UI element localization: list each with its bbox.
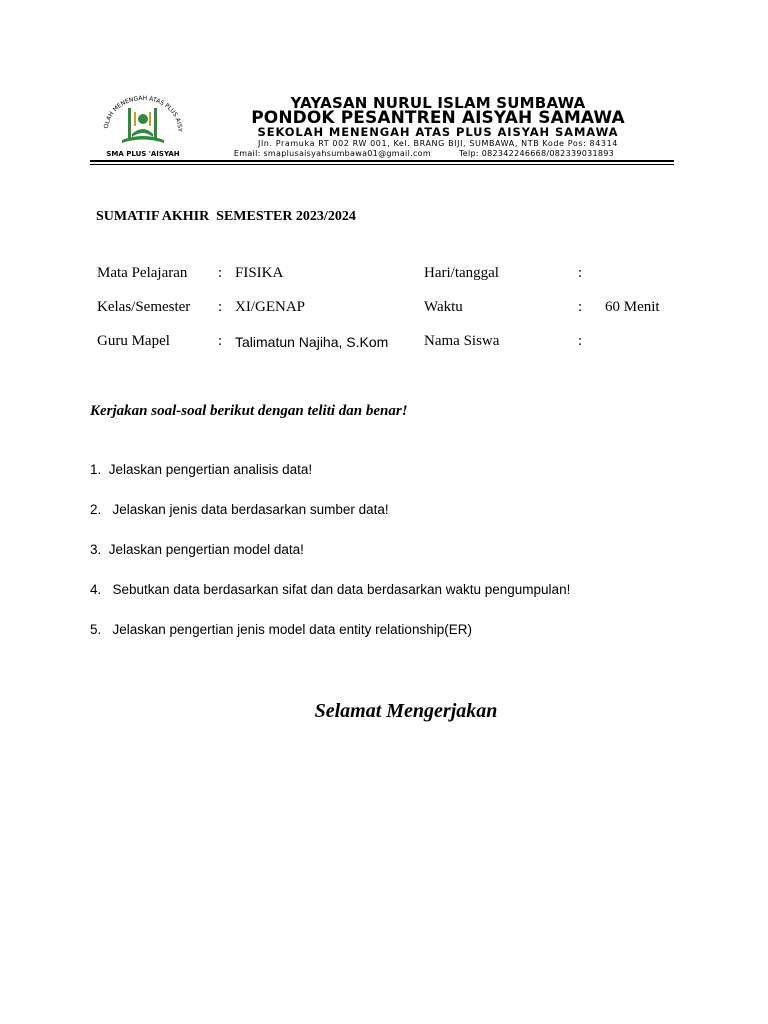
question-4: 4. Sebutkan data berdasarkan sifat dan data berdasarkan waktu pengumpulan! xyxy=(90,582,571,597)
school-address: Jln. Pramuka RT 002 RW 001, Kel. BRANG BIJI, SUMBAWA, NTB Kode Pos: 84314 xyxy=(258,139,618,148)
question-5: 5. Jelaskan pengertian jenis model data entity relationship(ER) xyxy=(90,622,472,637)
school-logo-emblem xyxy=(98,94,188,158)
school-phone: Telp: 082342246668/082339031893 xyxy=(458,149,615,158)
school-name: SEKOLAH MENENGAH ATAS PLUS AISYAH SAMAWA xyxy=(257,125,619,139)
class-label: Kelas/Semester xyxy=(97,299,191,315)
teacher-label: Guru Mapel xyxy=(97,333,170,349)
teacher-value: Talimatun Najiha, S.Kom xyxy=(235,334,389,350)
exam-title: SUMATIF AKHIR SEMESTER 2023/2024 xyxy=(96,209,356,224)
letterhead-divider xyxy=(90,160,674,162)
subject-separator: : xyxy=(218,265,223,281)
class-separator: : xyxy=(218,299,223,315)
letterhead-divider-thin xyxy=(90,164,674,165)
class-value: XI/GENAP xyxy=(235,299,305,315)
date-separator: : xyxy=(578,265,583,281)
question-2: 2. Jelaskan jenis data berdasarkan sumber data! xyxy=(90,502,389,517)
foundation-name: YAYASAN NURUL ISLAM SUMBAWA xyxy=(290,94,586,112)
time-separator: : xyxy=(578,299,583,315)
letterhead xyxy=(90,92,674,162)
student-label: Nama Siswa xyxy=(424,333,500,349)
school-contact xyxy=(208,149,668,158)
subject-label: Mata Pelajaran xyxy=(97,265,188,281)
instruction-text: Kerjakan soal-soal berikut dengan teliti dan benar! xyxy=(90,403,408,419)
subject-value: FISIKA xyxy=(235,265,284,281)
time-label: Waktu xyxy=(424,299,463,315)
logo-caption: SMA PLUS 'AISYAH xyxy=(106,150,180,158)
question-3: 3. Jelaskan pengertian model data! xyxy=(90,542,304,557)
teacher-separator: : xyxy=(218,333,223,349)
closing-message: Selamat Mengerjakan xyxy=(314,700,498,722)
svg-text:SEKOLAH MENENGAH ATAS PLUS AIS xyxy=(98,94,183,132)
school-email: Email: smaplusaisyahsumbawa01@gmail.com xyxy=(233,149,431,158)
logo-arc-text: OLAH MENENGAH ATAS PLUS AISY xyxy=(102,94,184,132)
time-value: 60 Menit xyxy=(605,299,660,315)
calligraphy-icon xyxy=(122,108,164,143)
question-1: 1. Jelaskan pengertian analisis data! xyxy=(90,462,313,477)
boarding-school-name: PONDOK PESANTREN AISYAH SAMAWA xyxy=(251,108,625,128)
school-logo xyxy=(98,94,188,158)
student-separator: : xyxy=(578,333,583,349)
date-label: Hari/tanggal xyxy=(424,265,499,281)
